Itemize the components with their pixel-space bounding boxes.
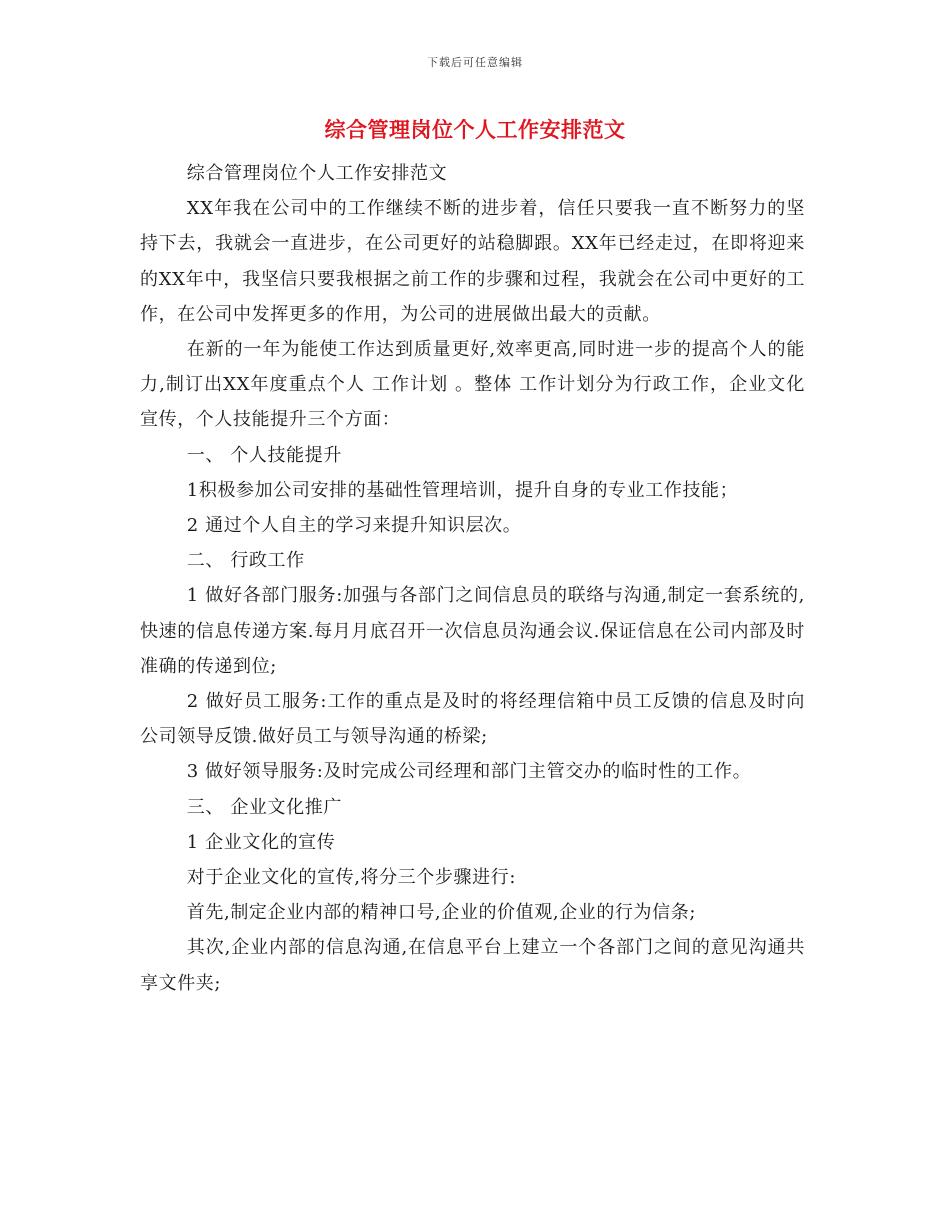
- paragraph: 对于企业文化的宣传,将分三个步骤进行:: [186, 867, 516, 889]
- section-heading: 二、 行政工作: [186, 550, 305, 572]
- paragraph: 2 做好员工服务:工作的重点是及时的将经理信箱中员工反馈的信息及时向公司领导反馈.做好员工与领导沟通的桥梁;: [140, 691, 805, 748]
- paragraph: 2 通过个人自主的学习来提升知识层次。: [186, 515, 522, 537]
- paragraph: XX年我在公司中的工作继续不断的进步着，信任只要我一直不断努力的坚持下去，我就会一直进步，在公司更好的站稳脚跟。XX年已经走过，在即将迎来的XX年中，我坚信只要我根据之前工作的步骤和过程，我就会在公司中更好的工作，在公司中发挥更多的作用，为公司的进展做出最大的贡献。: [140, 198, 805, 325]
- document-title: 综合管理岗位个人工作安排范文: [324, 118, 626, 142]
- header-note: 下载后可任意编辑: [427, 56, 523, 69]
- section-heading: 三、 企业文化推广: [186, 796, 342, 818]
- paragraph: 1 做好各部门服务:加强与各部门之间信息员的联络与沟通,制定一套系统的,快速的信息传递方案.每月月底召开一次信息员沟通会议.保证信息在公司内部及时准确的传递到位;: [140, 585, 805, 677]
- paragraph: 1积极参加公司安排的基础性管理培训，提升自身的专业工作技能；: [186, 479, 739, 501]
- paragraph: 在新的一年为能使工作达到质量更好,效率更高,同时进一步的提高个人的能力,制订出XX年度重点个人 工作计划 。整体 工作计划分为行政工作，企业文化宣传，个人技能提升三个方面：: [140, 339, 805, 431]
- paragraph: 1 企业文化的宣传: [186, 831, 336, 853]
- document-body: [140, 156, 805, 1001]
- section-heading: 一、 个人技能提升: [186, 444, 342, 466]
- paragraph: 综合管理岗位个人工作安排范文: [186, 163, 448, 184]
- paragraph: 3 做好领导服务:及时完成公司经理和部门主管交办的临时性的工作。: [186, 761, 752, 783]
- paragraph: 首先,制定企业内部的精神口号,企业的价值观,企业的行为信条;: [186, 902, 697, 924]
- paragraph: 其次,企业内部的信息沟通,在信息平台上建立一个各部门之间的意见沟通共享文件夹;: [140, 937, 805, 994]
